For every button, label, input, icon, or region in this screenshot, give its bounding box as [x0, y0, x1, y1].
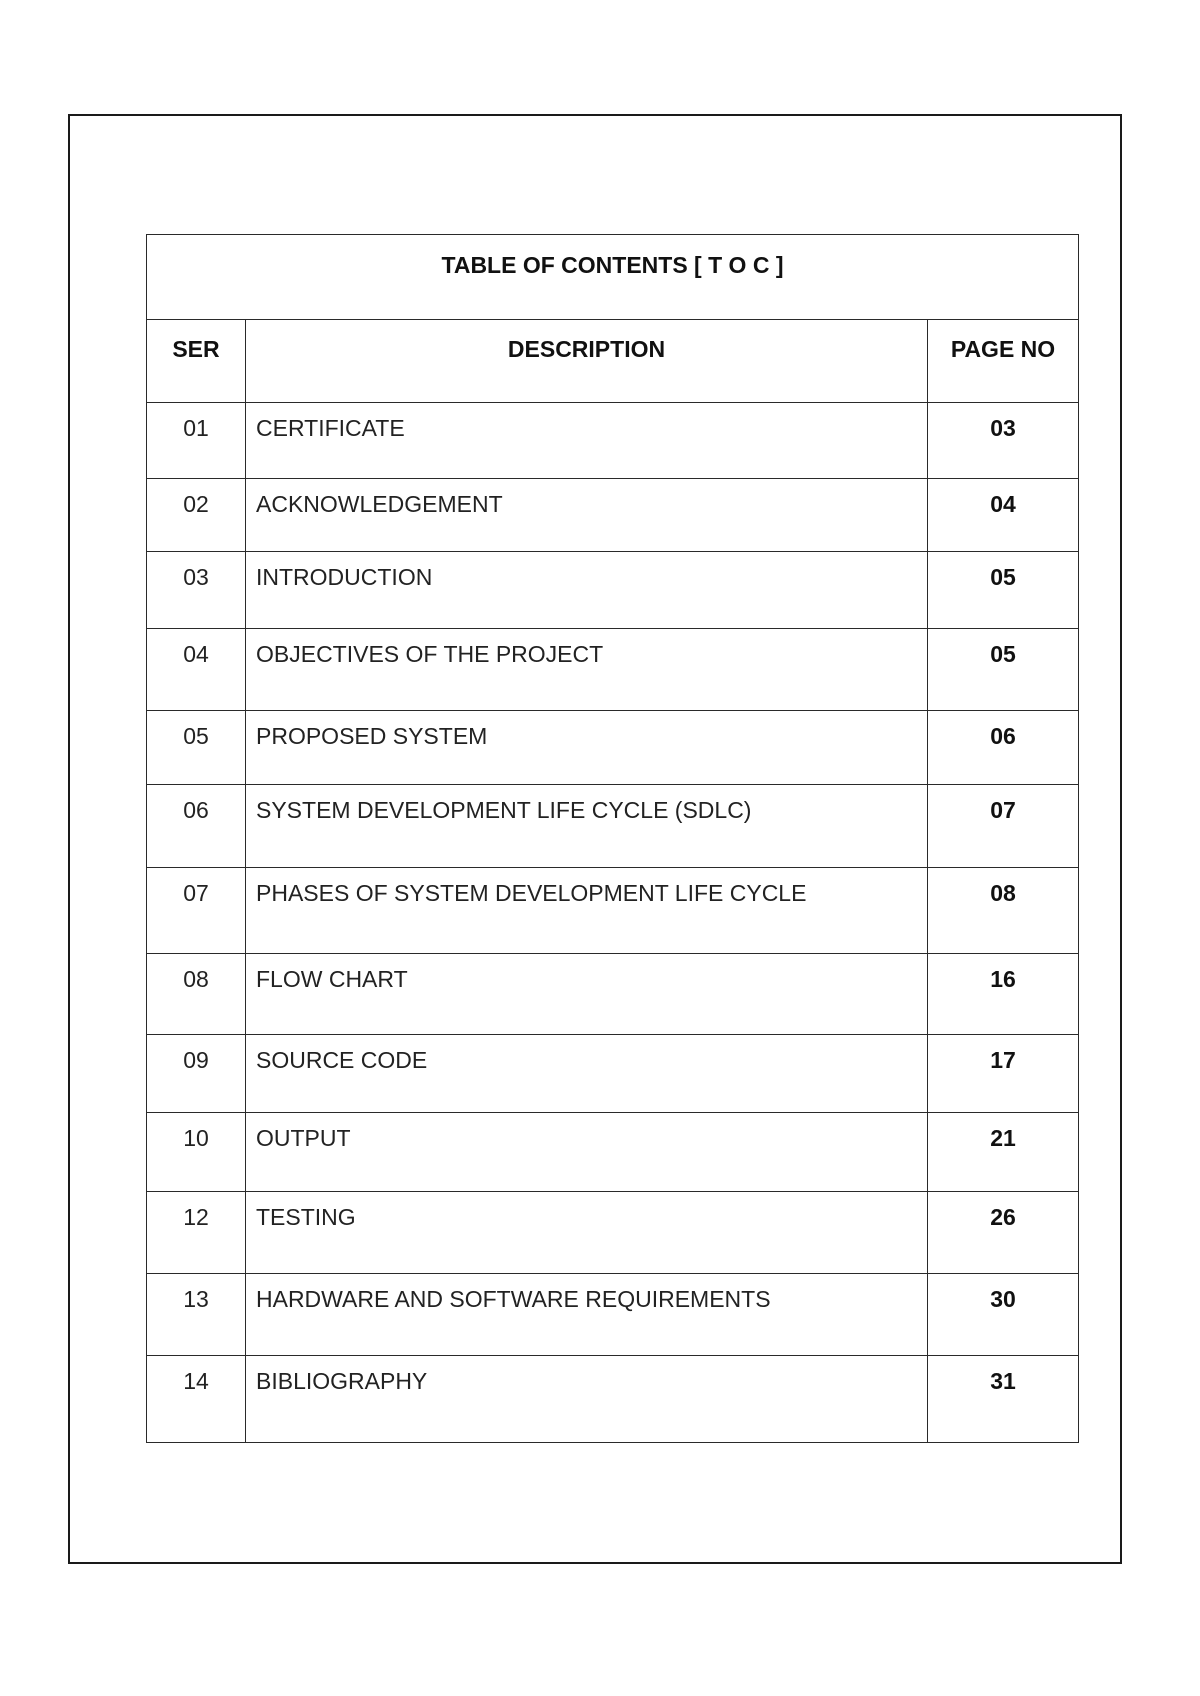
row-ser-cell — [147, 1113, 246, 1192]
row-ser-cell — [147, 711, 246, 785]
row-page-number-cell — [928, 479, 1079, 552]
row-page-number-cell — [928, 629, 1079, 711]
row-description-cell — [246, 868, 928, 954]
row-ser-cell — [147, 552, 246, 629]
header-ser: SER — [172, 336, 220, 362]
row-page-number-cell — [928, 711, 1079, 785]
row-ser: 01 — [183, 415, 209, 441]
row-page-number: 03 — [990, 415, 1016, 441]
row-description: TESTING — [256, 1204, 356, 1230]
row-description-cell — [246, 954, 928, 1035]
header-description-cell — [246, 320, 928, 403]
row-page-number-cell — [928, 552, 1079, 629]
row-ser-cell — [147, 629, 246, 711]
row-page-number: 16 — [990, 966, 1016, 992]
toc-title: TABLE OF CONTENTS [ T O C ] — [441, 252, 784, 278]
table-row — [147, 1274, 1079, 1356]
row-ser: 02 — [183, 491, 209, 517]
table-row — [147, 711, 1079, 785]
row-description-cell — [246, 1356, 928, 1443]
table-row — [147, 954, 1079, 1035]
row-ser: 07 — [183, 880, 209, 906]
row-ser: 08 — [183, 966, 209, 992]
row-description-cell — [246, 552, 928, 629]
row-ser-cell — [147, 954, 246, 1035]
row-ser-cell — [147, 1356, 246, 1443]
row-ser: 06 — [183, 797, 209, 823]
table-row — [147, 403, 1079, 479]
row-description-cell — [246, 1035, 928, 1113]
header-page-no-cell — [928, 320, 1079, 403]
row-ser-cell — [147, 1192, 246, 1274]
row-page-number: 26 — [990, 1204, 1016, 1230]
header-ser-cell — [147, 320, 246, 403]
row-description-cell — [246, 711, 928, 785]
table-row — [147, 1192, 1079, 1274]
header-page-no: PAGE NO — [950, 336, 1056, 362]
table-row — [147, 552, 1079, 629]
toc-rows — [147, 403, 1079, 1443]
row-description: PHASES OF SYSTEM DEVELOPMENT LIFE CYCLE — [256, 880, 807, 906]
row-description-cell — [246, 1113, 928, 1192]
row-page-number: 05 — [990, 641, 1016, 667]
row-description-cell — [246, 403, 928, 479]
row-description: PROPOSED SYSTEM — [256, 723, 488, 749]
row-page-number: 07 — [990, 797, 1016, 823]
row-description: HARDWARE AND SOFTWARE REQUIREMENTS — [256, 1286, 771, 1312]
row-page-number-cell — [928, 954, 1079, 1035]
row-page-number: 04 — [990, 491, 1016, 517]
row-ser: 09 — [183, 1047, 209, 1073]
row-ser: 14 — [183, 1368, 209, 1394]
table-row — [147, 1035, 1079, 1113]
row-page-number-cell — [928, 1035, 1079, 1113]
table-row — [147, 868, 1079, 954]
table-row — [147, 785, 1079, 868]
table-of-contents — [146, 234, 1079, 1443]
row-description: OBJECTIVES OF THE PROJECT — [256, 641, 604, 667]
header-description: DESCRIPTION — [507, 336, 666, 362]
row-description-cell — [246, 629, 928, 711]
row-page-number-cell — [928, 403, 1079, 479]
row-page-number: 30 — [990, 1286, 1016, 1312]
row-page-number-cell — [928, 868, 1079, 954]
row-ser: 10 — [183, 1125, 209, 1151]
row-description-cell — [246, 785, 928, 868]
row-description-cell — [246, 1192, 928, 1274]
row-ser-cell — [147, 868, 246, 954]
row-description: FLOW CHART — [256, 966, 408, 992]
row-description-cell — [246, 479, 928, 552]
row-description: INTRODUCTION — [256, 564, 433, 590]
row-page-number: 08 — [990, 880, 1016, 906]
row-ser-cell — [147, 1274, 246, 1356]
row-page-number-cell — [928, 1113, 1079, 1192]
table-row — [147, 629, 1079, 711]
row-ser: 13 — [183, 1286, 209, 1312]
row-page-number: 17 — [990, 1047, 1016, 1073]
table-row — [147, 1113, 1079, 1192]
row-description: SYSTEM DEVELOPMENT LIFE CYCLE (SDLC) — [256, 797, 752, 823]
row-page-number-cell — [928, 1192, 1079, 1274]
row-ser-cell — [147, 403, 246, 479]
row-description: CERTIFICATE — [256, 415, 405, 441]
row-ser-cell — [147, 1035, 246, 1113]
table-row — [147, 1356, 1079, 1443]
row-page-number-cell — [928, 1274, 1079, 1356]
toc-title-cell — [147, 235, 1079, 320]
row-description: BIBLIOGRAPHY — [256, 1368, 428, 1394]
row-description: ACKNOWLEDGEMENT — [256, 491, 503, 517]
row-page-number-cell — [928, 785, 1079, 868]
row-ser: 05 — [183, 723, 209, 749]
row-description: OUTPUT — [256, 1125, 351, 1151]
row-page-number: 06 — [990, 723, 1016, 749]
row-description-cell — [246, 1274, 928, 1356]
row-page-number: 21 — [990, 1125, 1016, 1151]
table-row — [147, 479, 1079, 552]
row-description: SOURCE CODE — [256, 1047, 428, 1073]
row-page-number-cell — [928, 1356, 1079, 1443]
row-ser-cell — [147, 785, 246, 868]
row-ser: 04 — [183, 641, 209, 667]
row-ser: 03 — [183, 564, 209, 590]
row-page-number: 05 — [990, 564, 1016, 590]
row-page-number: 31 — [990, 1368, 1016, 1394]
row-ser: 12 — [183, 1204, 209, 1230]
row-ser-cell — [147, 479, 246, 552]
